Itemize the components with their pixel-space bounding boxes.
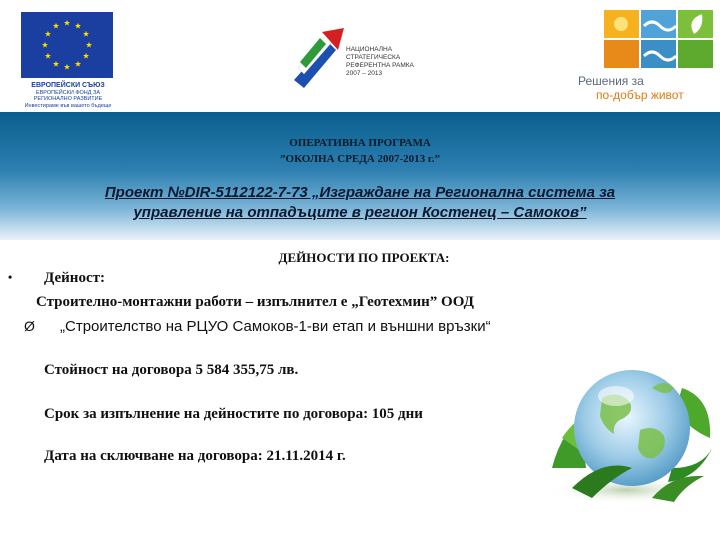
nsrf-line1: НАЦИОНАЛНА xyxy=(346,46,393,53)
sub-item xyxy=(24,318,491,335)
eu-star-icon xyxy=(53,61,59,67)
program-title xyxy=(0,136,720,168)
program-line2: ”ОКОЛНА СРЕДА 2007-2013 г.” xyxy=(280,152,440,165)
eu-flag-icon xyxy=(21,12,113,78)
nsrf-line2: СТРАТЕГИЧЕСКА xyxy=(346,54,401,62)
project-title xyxy=(40,183,680,222)
project-line1: Проект №DIR-5112122-7-73 „Изграждане на Регионална система за xyxy=(104,184,616,201)
eu-star-icon xyxy=(64,64,70,70)
contract-signed-date: Дата на сключване на договора: 21.11.2014 г. xyxy=(44,448,346,464)
eu-star-icon xyxy=(45,31,51,37)
eu-star-icon xyxy=(83,53,89,59)
solutions-logo xyxy=(570,10,720,110)
nsrf-logo xyxy=(290,28,430,98)
activities-heading: ДЕЙНОСТИ ПО ПРОЕКТА: xyxy=(278,250,450,265)
solutions-line1: Решения за xyxy=(578,74,644,88)
nsrf-arrow-icon xyxy=(290,28,350,98)
nsrf-line3: РЕФЕРЕНТНА РАМКА xyxy=(346,62,414,70)
program-line1: ОПЕРАТИВНА ПРОГРАМА xyxy=(289,137,431,149)
logo-bar xyxy=(0,0,720,112)
arrow-bullet-icon: Ø xyxy=(24,318,35,334)
eu-star-icon xyxy=(75,23,81,29)
contract-deadline: Срок за изпълнение на дейностите по договора: 105 дни xyxy=(44,406,423,422)
bullet-icon: • xyxy=(8,270,13,284)
green-globe-image xyxy=(532,318,720,508)
eu-star-icon xyxy=(75,61,81,67)
eu-star-icon xyxy=(53,23,59,29)
eu-star-icon xyxy=(83,31,89,37)
eu-star-icon xyxy=(42,42,48,48)
eu-union-label: ЕВРОПЕЙСКИ СЪЮЗ xyxy=(31,82,105,89)
solutions-line2: по-добър живот xyxy=(596,88,684,103)
contract-value: Стойност на договора 5 584 355,75 лв. xyxy=(44,362,299,378)
solutions-emblem-icon xyxy=(604,10,714,72)
nsrf-line4: 2007 – 2013 xyxy=(346,70,383,78)
activity-label: Дейност: xyxy=(44,270,105,286)
eu-star-icon xyxy=(86,42,92,48)
eu-slogan: Инвестираме във вашето бъдеще xyxy=(24,102,112,109)
eu-logo xyxy=(18,12,118,116)
eu-star-icon xyxy=(45,53,51,59)
activity-description: Строително-монтажни работи – изпълнител е „Геотехмин” ООД xyxy=(36,294,474,310)
eu-star-icon xyxy=(64,20,70,26)
eu-region-label: РЕГИОНАЛНО РАЗВИТИЕ xyxy=(33,96,103,103)
project-line2: управление на отпадъците в регион Костенец – Самоков” xyxy=(133,203,587,221)
eu-fund-label: ЕВРОПЕЙСКИ ФОНД ЗА xyxy=(35,90,101,97)
sub-item-text: „Строителство на РЦУО Самоков-1-ви етап и външни връзки“ xyxy=(60,318,491,335)
